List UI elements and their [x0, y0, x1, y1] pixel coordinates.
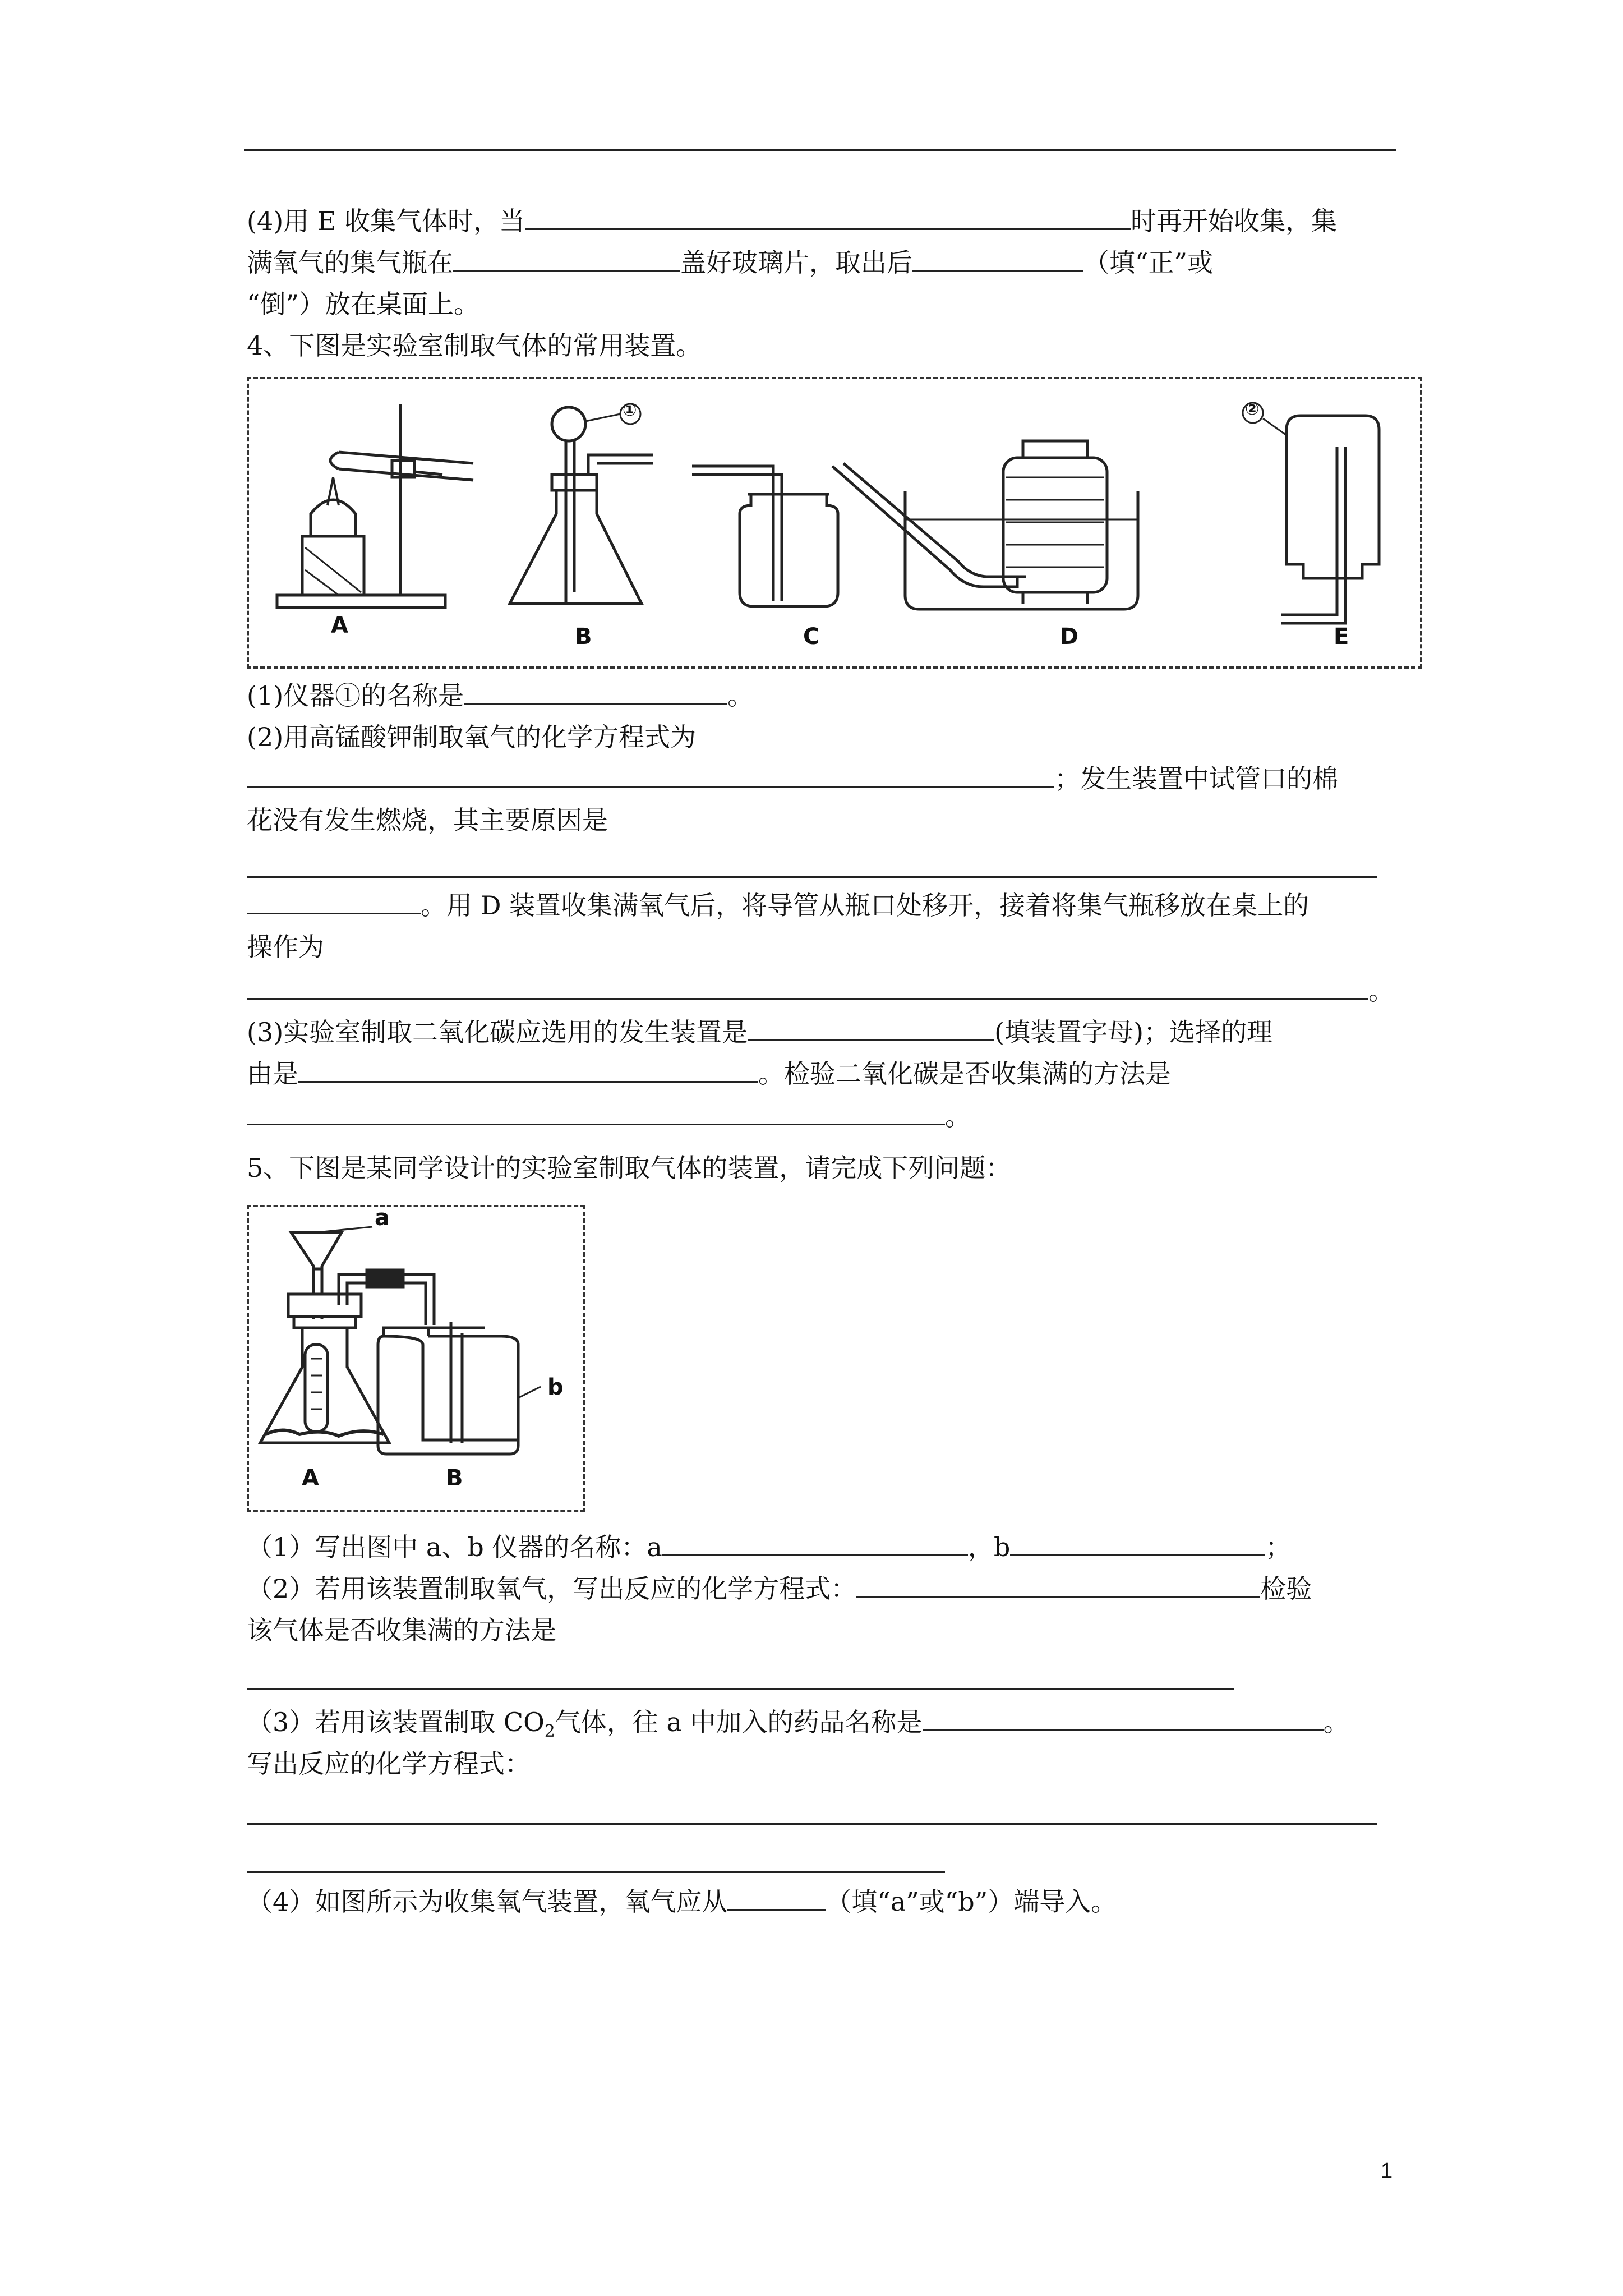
q4-p3-line2: 由是 。检验二氧化碳是否收集满的方法是	[247, 1059, 1171, 1089]
fig5-marker-a: a	[375, 1205, 390, 1231]
blank[interactable]	[748, 1017, 994, 1041]
q5-p1: （1）写出图中 a、b 仪器的名称：a ，b ；	[247, 1532, 1292, 1562]
blank[interactable]	[525, 206, 1131, 230]
fig4-label-d: D	[1060, 624, 1079, 650]
q3-4-line1: (4)用 E 收集气体时，当 时再开始收集，集	[247, 206, 1337, 236]
blank[interactable]	[247, 890, 421, 914]
q4-title: 4、下图是实验室制取气体的常用装置。	[247, 330, 702, 361]
fig5-label-a: A	[302, 1465, 319, 1491]
blank[interactable]	[1010, 1532, 1265, 1556]
q4-apparatus-figure	[249, 379, 1420, 666]
apparatus-b	[510, 404, 653, 604]
q4-p3-line1: (3)实验室制取二氧化碳应选用的发生装置是 (填装置字母)；选择的理	[247, 1017, 1273, 1047]
blank[interactable]	[856, 1573, 1260, 1598]
fig5-marker-b: b	[547, 1374, 564, 1400]
q5-p2-line1: （2）若用该装置制取氧气，写出反应的化学方程式： 检验	[247, 1573, 1312, 1604]
blank[interactable]	[247, 763, 1054, 788]
q5-p3-blank-1[interactable]	[247, 1823, 1377, 1825]
q4-p2-line2: ；发生装置中试管口的棉	[247, 762, 1338, 795]
fig4-label-c: C	[803, 624, 820, 650]
q3-4-line2: 满氧气的集气瓶在 盖好玻璃片，取出后 （填“正”或	[247, 247, 1214, 278]
q4-p2-line4: 。用 D 装置收集满氧气后，将导管从瓶口处移开，接着将集气瓶移放在桌上的	[247, 889, 1309, 922]
apparatus-a	[260, 1227, 434, 1443]
q4-p2-line3: 花没有发生燃烧，其主要原因是	[247, 805, 608, 835]
q5-p3-line2: 写出反应的化学方程式：	[247, 1749, 531, 1779]
q5-apparatus-figure	[249, 1207, 583, 1510]
fig4-marker-1: ①	[623, 401, 637, 420]
header-rule	[244, 149, 1396, 151]
fig4-label-a: A	[331, 613, 348, 638]
q5-p2-blank[interactable]	[247, 1688, 1234, 1690]
apparatus-a	[277, 404, 473, 608]
blank[interactable]	[247, 976, 1368, 1000]
q5-p3-line1: （3）若用该装置制取 $CO_2$气体，往 a 中加入的药品名称是 。	[247, 1707, 1349, 1742]
q5-p4: （4）如图所示为收集氧气装置，氧气应从 （填“a”或“b”）端导入。	[247, 1887, 1117, 1917]
q4-p1: (1)仪器①的名称是 。	[247, 680, 754, 711]
blank[interactable]	[727, 1887, 826, 1911]
q5-p3-blank-2[interactable]	[247, 1871, 945, 1873]
q4-p2-line1: (2)用高锰酸钾制取氧气的化学方程式为	[247, 722, 697, 752]
blank[interactable]	[247, 1101, 945, 1125]
blank[interactable]	[453, 247, 680, 272]
q4-p2-line5: 操作为	[247, 932, 324, 962]
fig5-label-b: B	[446, 1465, 463, 1491]
apparatus-c	[692, 466, 838, 606]
q5-p2-line2: 该气体是否收集满的方法是	[247, 1615, 556, 1645]
q4-p3-line3: 。	[247, 1099, 971, 1133]
q4-p2-line6: 。	[247, 974, 1394, 1007]
q4-p2-blank[interactable]	[247, 876, 1377, 878]
fig4-label-b: B	[575, 624, 592, 650]
q3-4-line3: “倒”）放在桌面上。	[247, 289, 480, 319]
fig4-label-e: E	[1334, 624, 1349, 650]
blank[interactable]	[923, 1707, 1324, 1731]
q5-title: 5、下图是某同学设计的实验室制取气体的装置，请完成下列问题：	[247, 1153, 1012, 1183]
apparatus-d	[832, 441, 1138, 609]
blank[interactable]	[912, 247, 1083, 272]
blank[interactable]	[662, 1532, 968, 1556]
blank[interactable]	[298, 1059, 758, 1083]
apparatus-e	[1243, 403, 1379, 623]
blank[interactable]	[464, 680, 727, 705]
page-number: 1	[1381, 2159, 1393, 2183]
fig4-marker-2: ②	[1245, 399, 1260, 419]
apparatus-b	[378, 1322, 541, 1454]
